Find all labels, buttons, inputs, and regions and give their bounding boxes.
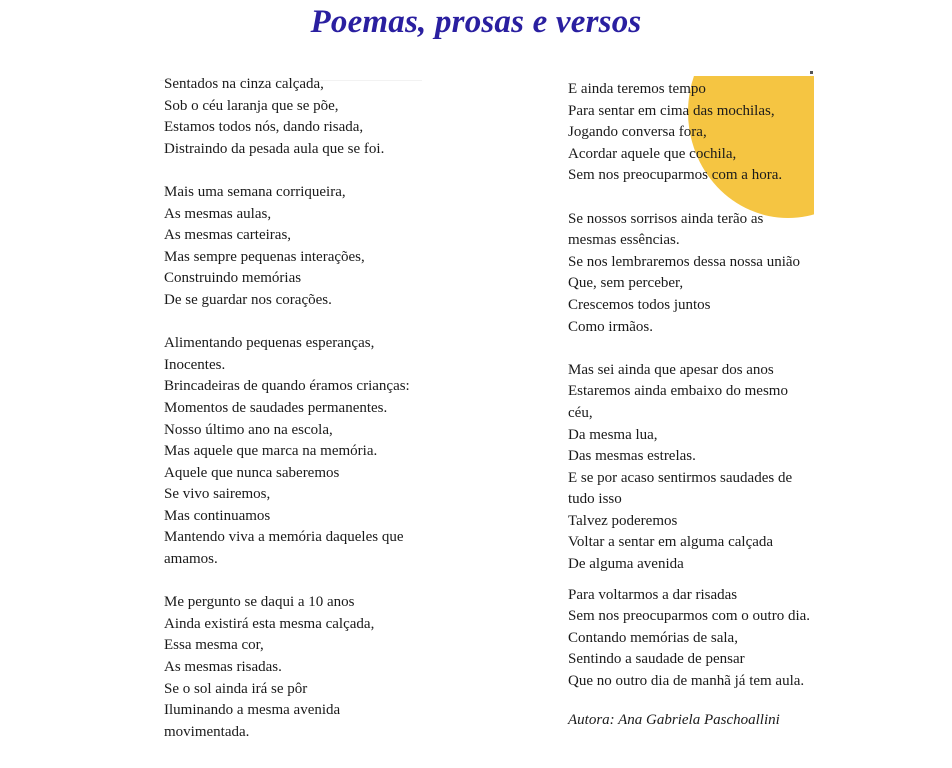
poem-left-column <box>164 74 464 743</box>
poem-line: As mesmas risadas. <box>164 659 282 676</box>
poem-line: Das mesmas estrelas. <box>568 448 696 465</box>
poem-line: Distraindo da pesada aula que se foi. <box>164 140 385 157</box>
poem-line: tudo isso <box>568 491 622 508</box>
page-title: Poemas, prosas e versos <box>310 4 642 40</box>
poem-line: Sob o céu laranja que se põe, <box>164 97 339 114</box>
stanza <box>568 585 868 693</box>
poem-line: Mantendo viva a memória daqueles que <box>164 529 404 546</box>
stanza <box>568 360 868 576</box>
poem-line: Para sentar em cima das mochilas, <box>568 102 775 119</box>
poem-line: Se vivo sairemos, <box>164 486 271 503</box>
poem-line: Iluminando a mesma avenida <box>164 702 341 719</box>
poem-line: Como irmãos. <box>568 318 653 335</box>
poem-line: mesmas essências. <box>568 232 680 249</box>
poem-line: Contando memórias de sala, <box>568 629 738 646</box>
poem-line: As mesmas carteiras, <box>164 227 292 244</box>
stanza <box>568 79 868 187</box>
poem-line: Momentos de saudades permanentes. <box>164 399 388 416</box>
poem-line: Sentindo a saudade de pensar <box>568 651 745 668</box>
poem-line: Alimentando pequenas esperanças, <box>164 335 375 352</box>
poem-line: Sem nos preocuparmos com o outro dia. <box>568 608 811 625</box>
poem-line: E se por acaso sentirmos saudades de <box>568 469 793 486</box>
poem-line: Voltar a sentar em alguma calçada <box>568 534 774 551</box>
stanza <box>164 333 464 571</box>
poem-line: Construindo memórias <box>164 270 302 287</box>
poem-line: Para voltarmos a dar risadas <box>568 586 738 603</box>
poem-line: E ainda teremos tempo <box>568 81 706 97</box>
poem-line: Que no outro dia de manhã já tem aula. <box>568 673 805 690</box>
poem-line: Se o sol ainda irá se pôr <box>164 680 308 697</box>
poem-line: As mesmas aulas, <box>164 205 272 222</box>
poem-line: Me pergunto se daqui a 10 anos <box>164 594 355 611</box>
poem-line: Que, sem perceber, <box>568 275 684 292</box>
poem-line: Mais uma semana corriqueira, <box>164 183 346 200</box>
poem-line: céu, <box>568 404 593 421</box>
poem-line: Nosso último ano na escola, <box>164 421 333 438</box>
poem-line: Essa mesma cor, <box>164 637 264 654</box>
poem-line: Jogando conversa fora, <box>568 124 707 141</box>
poem-line: Estamos todos nós, dando risada, <box>164 119 364 136</box>
poem-line: Sem nos preocuparmos com a hora. <box>568 167 783 184</box>
poem-line: Se nos lembraremos dessa nossa união <box>568 253 801 270</box>
poem-line: Mas sei ainda que apesar dos anos <box>568 361 774 378</box>
poem-line: Talvez poderemos <box>568 512 678 529</box>
poem-line: De se guardar nos corações. <box>164 291 332 308</box>
poem-right-column <box>568 79 868 731</box>
poem-line: Da mesma lua, <box>568 426 658 443</box>
poem-line: Mas continuamos <box>164 507 271 524</box>
poem-line: Brincadeiras de quando éramos crianças: <box>164 378 410 395</box>
poem-line: movimentada. <box>164 723 250 740</box>
stanza <box>164 592 464 743</box>
poem-line: Ainda existirá esta mesma calçada, <box>164 615 375 632</box>
poem-line: Crescemos todos juntos <box>568 296 711 313</box>
poem-line: Mas aquele que marca na memória. <box>164 443 378 460</box>
poem-line: Aquele que nunca saberemos <box>164 464 340 481</box>
poem-line: Inocentes. <box>164 356 226 373</box>
stanza <box>164 74 464 160</box>
author-credit: Autora: Ana Gabriela Paschoallini <box>568 711 780 728</box>
stanza <box>568 209 868 339</box>
decorative-mark <box>810 71 813 74</box>
poem-line: Sentados na cinza calçada, <box>164 76 324 92</box>
poem-line: De alguma avenida <box>568 556 684 573</box>
poem-line: Estaremos ainda embaixo do mesmo <box>568 383 788 400</box>
stanza <box>164 182 464 312</box>
poem-line: Acordar aquele que cochila, <box>568 145 737 162</box>
poem-line: amamos. <box>164 551 218 568</box>
poem-line: Se nossos sorrisos ainda terão as <box>568 210 764 227</box>
poem-line: Mas sempre pequenas interações, <box>164 248 365 265</box>
